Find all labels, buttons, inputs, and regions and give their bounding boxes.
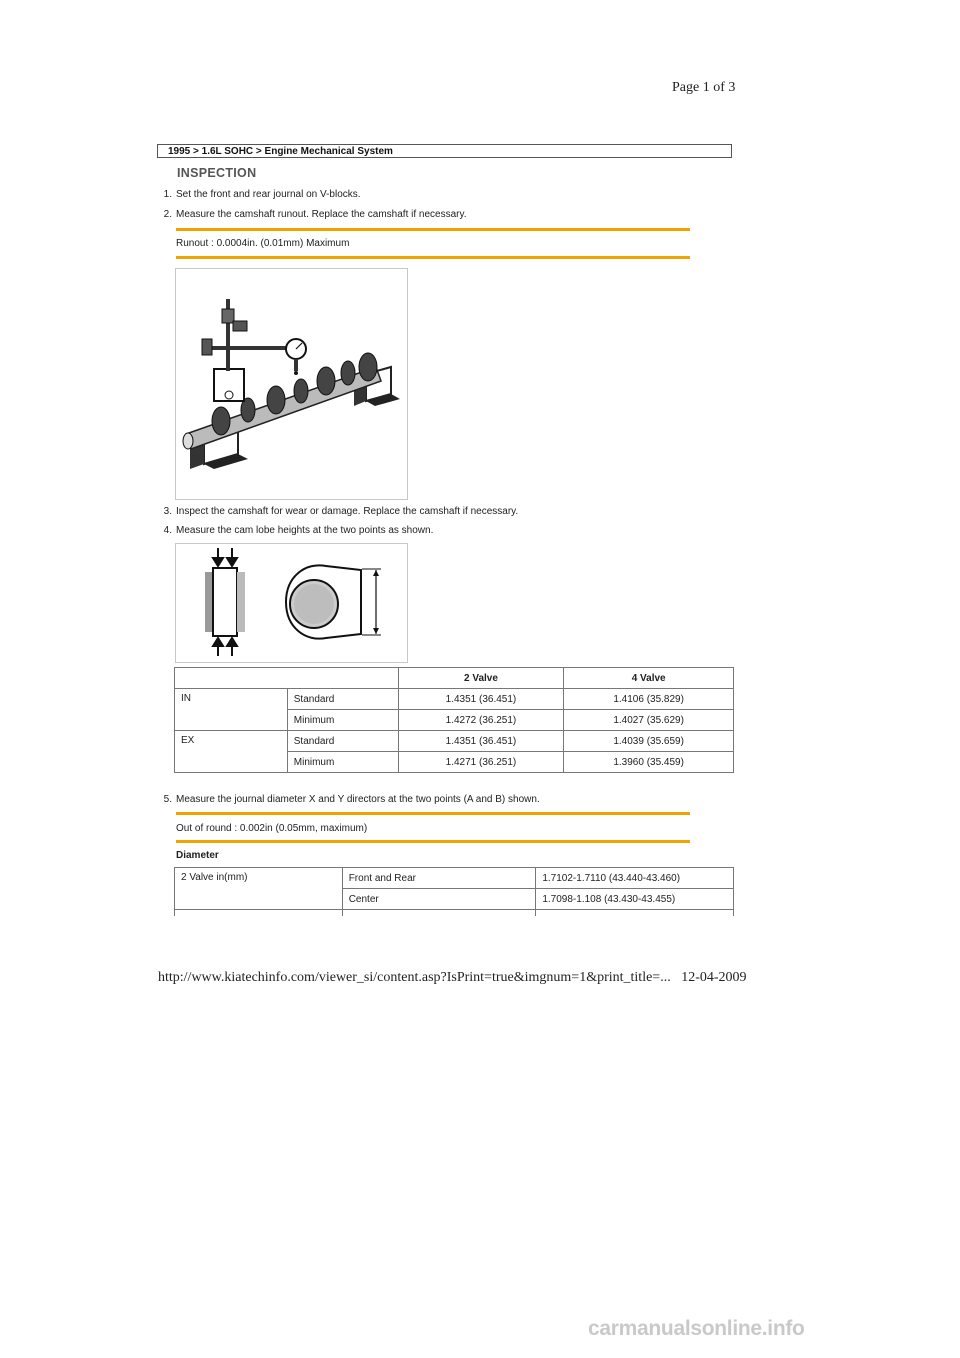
step-4	[158, 525, 433, 536]
step-3	[158, 506, 518, 517]
step-1	[158, 189, 361, 200]
runout-spec: Runout : 0.0004in. (0.01mm) Maximum	[176, 238, 350, 249]
table-cell-empty	[175, 910, 343, 917]
step-number: 2.	[163, 209, 172, 220]
table-cell-group: EX	[175, 731, 288, 773]
table-cell-type: Standard	[287, 689, 398, 710]
out-of-round-spec: Out of round : 0.002in (0.05mm, maximum)	[176, 823, 368, 834]
journal-diameter-table	[174, 867, 734, 916]
step-number: 3.	[163, 506, 172, 517]
spec-rule-bottom	[176, 840, 690, 843]
table-cell-4valve: 1.4039 (35.659)	[564, 731, 734, 752]
table-cell-position: Center	[342, 889, 536, 910]
table-row	[175, 689, 734, 710]
watermark: carmanualsonline.info	[588, 1317, 805, 1340]
section-title: INSPECTION	[177, 166, 257, 180]
step-number: 4.	[163, 525, 172, 536]
table-row	[175, 910, 734, 917]
table-row	[175, 868, 734, 889]
camshaft-runout-illustration	[176, 269, 407, 499]
footer-url: http://www.kiatechinfo.com/viewer_si/content.asp?IsPrint=true&imgnum=1&print_title=...	[158, 970, 671, 985]
spec-rule-top	[176, 812, 690, 815]
table-header-cell: 2 Valve	[398, 668, 564, 689]
table-header-row	[175, 668, 734, 689]
step-2	[158, 209, 467, 220]
diameter-label: Diameter	[176, 850, 219, 861]
step-text: Measure the journal diameter X and Y directors at the two points (A and B) shown.	[176, 794, 540, 805]
step-number: 5.	[163, 794, 172, 805]
table-cell-type: Standard	[287, 731, 398, 752]
cam-lobe-height-table	[174, 667, 734, 773]
table-cell-empty	[536, 910, 734, 917]
table-cell-4valve: 1.3960 (35.459)	[564, 752, 734, 773]
cam-lobe-height-figure	[175, 543, 408, 663]
table-cell-type: Minimum	[287, 710, 398, 731]
spec-rule-top	[176, 228, 690, 231]
table-row	[175, 731, 734, 752]
table-cell-2valve: 1.4271 (36.251)	[398, 752, 564, 773]
camshaft-runout-figure	[175, 268, 408, 500]
table-cell-type: Minimum	[287, 752, 398, 773]
table-cell-position: Front and Rear	[342, 868, 536, 889]
table-header-cell	[175, 668, 399, 689]
table-cell-group: IN	[175, 689, 288, 731]
cam-lobe-illustration	[176, 544, 407, 662]
table-cell-4valve: 1.4106 (35.829)	[564, 689, 734, 710]
table-cell-group: 2 Valve in(mm)	[175, 868, 343, 910]
footer-line	[158, 970, 747, 986]
table-cell-2valve: 1.4351 (36.451)	[398, 731, 564, 752]
breadcrumb: 1995 > 1.6L SOHC > Engine Mechanical System	[157, 144, 732, 158]
table-cell-empty	[342, 910, 536, 917]
step-text: Inspect the camshaft for wear or damage. Replace the camshaft if necessary.	[176, 506, 519, 517]
page-number: Page 1 of 3	[672, 80, 736, 95]
step-text: Measure the cam lobe heights at the two points as shown.	[176, 525, 434, 536]
spec-rule-bottom	[176, 256, 690, 259]
footer-date: 12-04-2009	[681, 970, 747, 985]
table-header-cell: 4 Valve	[564, 668, 734, 689]
step-number: 1.	[163, 189, 172, 200]
step-text: Measure the camshaft runout. Replace the camshaft if necessary.	[176, 209, 467, 220]
table-cell-2valve: 1.4351 (36.451)	[398, 689, 564, 710]
table-cell-value: 1.7102-1.7110 (43.440-43.460)	[536, 868, 734, 889]
step-text: Set the front and rear journal on V-blocks.	[176, 189, 361, 200]
step-5	[158, 794, 540, 805]
table-cell-2valve: 1.4272 (36.251)	[398, 710, 564, 731]
table-cell-value: 1.7098-1.108 (43.430-43.455)	[536, 889, 734, 910]
table-cell-4valve: 1.4027 (35.629)	[564, 710, 734, 731]
